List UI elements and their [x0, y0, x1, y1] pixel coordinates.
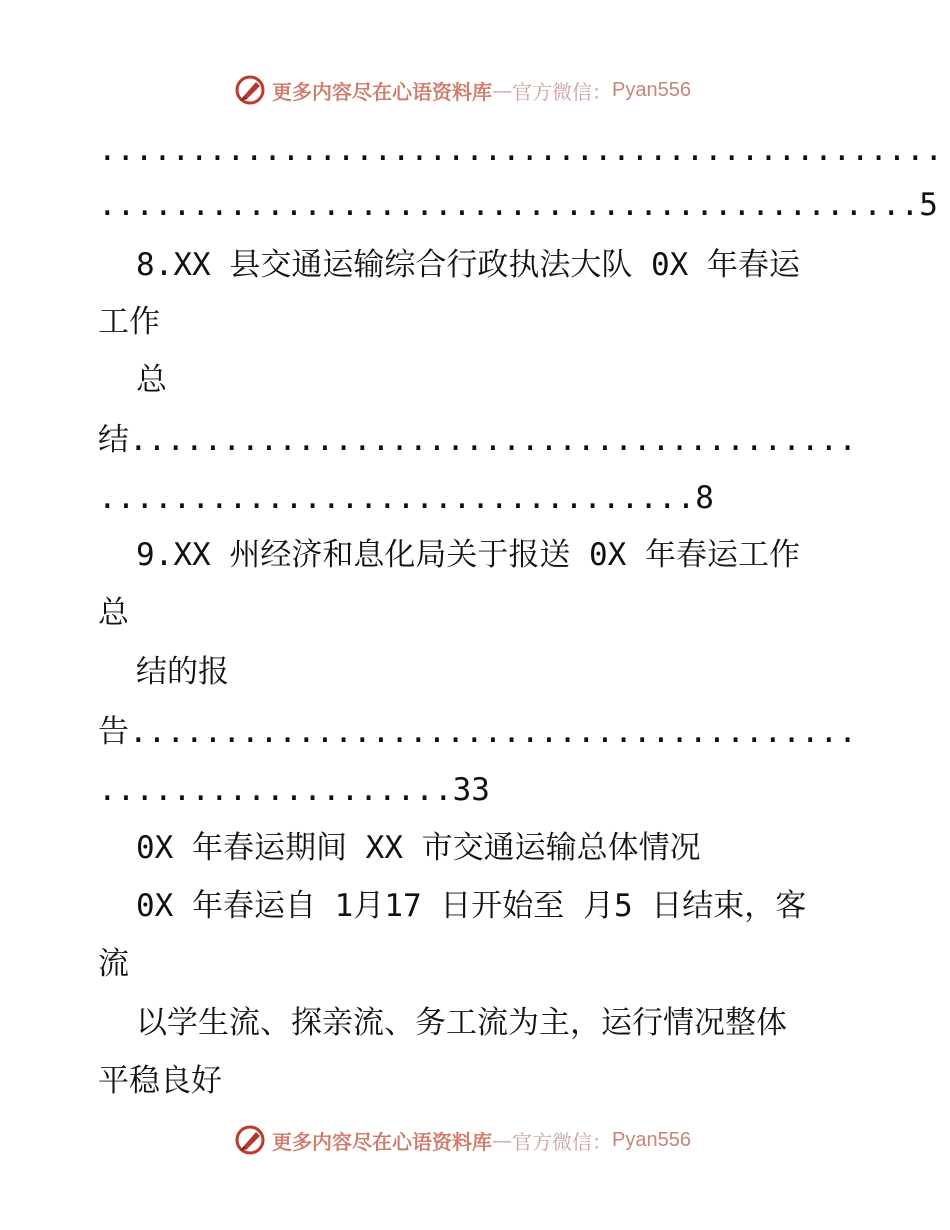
pen-logo-icon: [234, 1124, 266, 1156]
body-heading: 0X 年春运期间 XX 市交通运输总体情况: [136, 830, 701, 866]
toc-entry-title: 总: [136, 362, 167, 398]
watermark-official-label: 官方微信：: [512, 1129, 612, 1154]
toc-entry-title: 9.XX 州经济和息化局关于报送 0X 年春运工作: [136, 537, 800, 573]
watermark-banner-top: [234, 72, 691, 108]
toc-entry-title: 8.XX 县交通运输综合行政执法大队 0X 年春运: [136, 247, 800, 283]
watermark-wechat-id: Pyan556: [612, 78, 691, 101]
watermark-text: 更多内容尽在心语资料库: [272, 79, 492, 104]
body-paragraph-line: 平稳良好: [98, 1063, 222, 1099]
watermark-wechat-id: Pyan556: [612, 1128, 691, 1151]
toc-entry-title: 工作: [98, 304, 160, 340]
body-paragraph-line: 以学生流、探亲流、务工流为主，运行情况整体: [136, 1005, 787, 1041]
toc-leader-line: ..............................................: [98, 132, 943, 168]
toc-leader-line: ...................33: [98, 772, 490, 808]
watermark-dash: —: [492, 1128, 512, 1152]
toc-leader-line: 结.......................................: [98, 422, 857, 458]
watermark-banner-bottom: [234, 1122, 691, 1158]
body-paragraph-line: 流: [98, 946, 129, 982]
watermark-dash: —: [492, 78, 512, 102]
toc-entry-title: 结的报: [136, 654, 229, 690]
toc-leader-line: ................................8: [98, 480, 714, 516]
toc-leader-line: ............................................5: [98, 187, 938, 223]
pen-logo-icon: [234, 74, 266, 106]
watermark-text: 更多内容尽在心语资料库: [272, 1129, 492, 1154]
body-paragraph-line: 0X 年春运自 1月17 日开始至 月5 日结束，客: [136, 888, 807, 924]
toc-entry-title: 总: [98, 595, 129, 631]
toc-leader-line: 告.......................................: [98, 714, 857, 750]
watermark-official-label: 官方微信：: [512, 79, 612, 104]
